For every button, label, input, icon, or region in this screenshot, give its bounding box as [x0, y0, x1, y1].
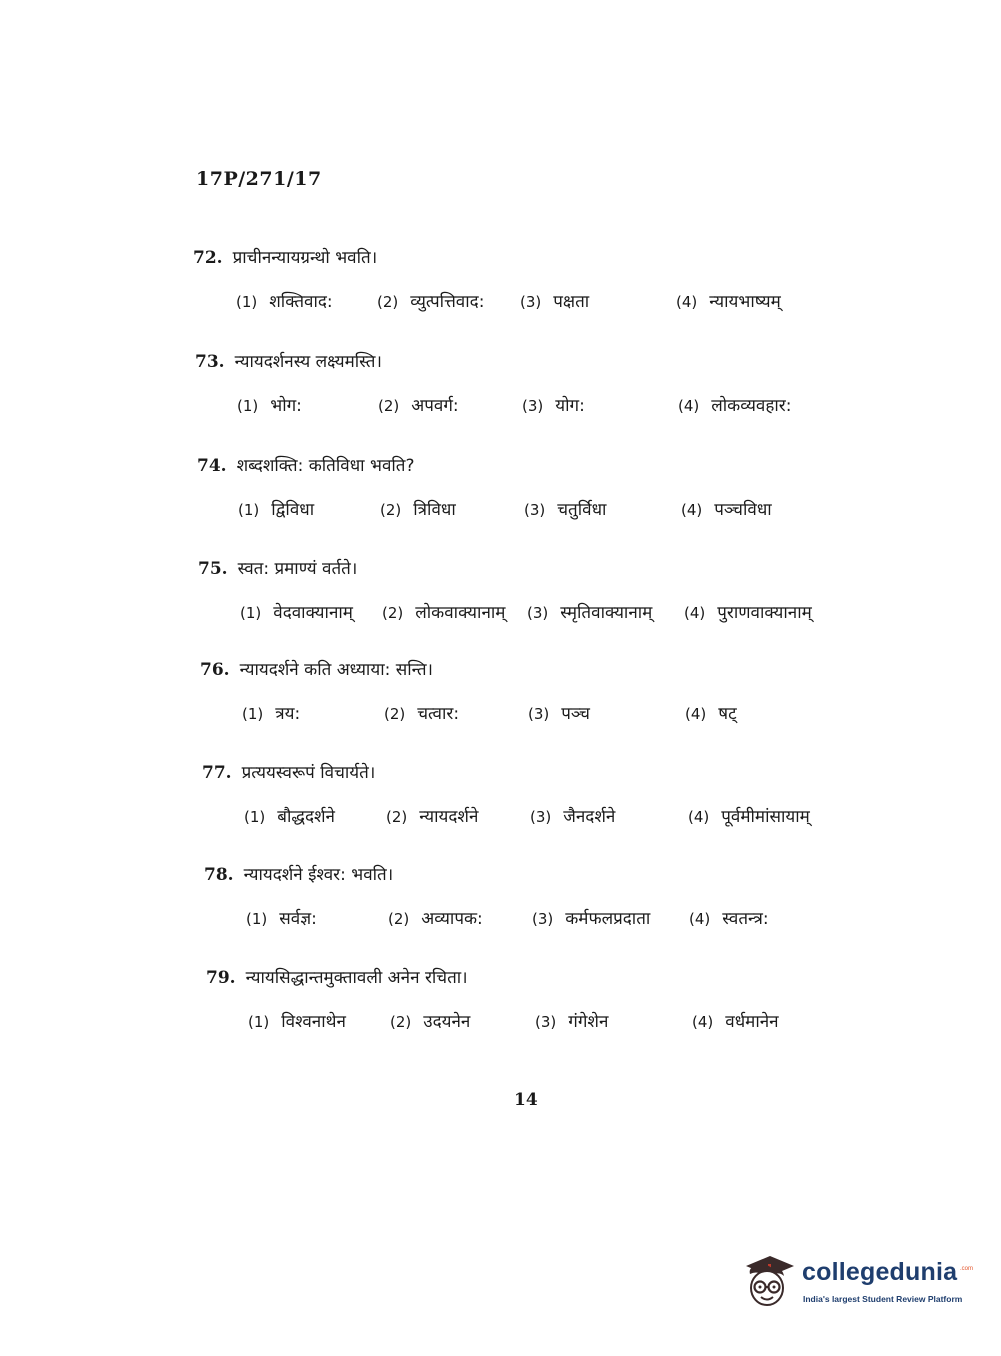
option-number: (2)	[377, 293, 399, 311]
option-text: अव्यापक:	[421, 909, 483, 929]
option-2	[377, 289, 484, 312]
option-text: चत्वार:	[417, 704, 460, 724]
option-3	[530, 804, 615, 827]
question-stem	[197, 453, 415, 476]
option-text: जैनदर्शने	[563, 807, 616, 827]
option-number: (2)	[378, 397, 400, 415]
option-2	[388, 906, 483, 929]
option-number: (4)	[692, 1013, 714, 1031]
question-78	[0, 862, 1001, 952]
option-number: (3)	[524, 501, 546, 519]
question-stem	[193, 245, 377, 268]
option-text: स्वतन्त्र:	[722, 909, 769, 929]
option-number: (2)	[386, 808, 408, 826]
option-number: (4)	[676, 293, 698, 311]
option-4	[681, 497, 772, 520]
question-stem	[200, 657, 433, 680]
question-72	[0, 245, 1001, 335]
mascot-icon	[740, 1252, 798, 1310]
option-3	[522, 393, 585, 416]
question-text: न्यायदर्शने कति अध्याया: सन्ति।	[239, 660, 433, 680]
option-text: त्रय:	[275, 704, 301, 724]
question-79	[0, 965, 1001, 1055]
option-number: (2)	[382, 604, 404, 622]
option-text: सर्वज्ञ:	[279, 909, 317, 929]
brand-tagline: India's largest Student Review Platform	[803, 1294, 963, 1304]
question-text: न्यायसिद्धान्तमुक्तावली अनेन रचिता।	[245, 968, 468, 988]
question-number: 78.	[204, 865, 234, 885]
option-1	[237, 393, 302, 416]
option-text: न्यायदर्शने	[419, 807, 479, 827]
option-text: योग:	[555, 396, 585, 416]
option-number: (4)	[678, 397, 700, 415]
collegedunia-logo	[740, 1250, 974, 1312]
option-number: (4)	[689, 910, 711, 928]
question-73	[0, 349, 1001, 439]
brand-name: collegedunia	[802, 1258, 958, 1286]
option-2	[382, 600, 505, 623]
option-number: (3)	[522, 397, 544, 415]
option-2	[390, 1009, 470, 1032]
question-76	[0, 657, 1001, 747]
option-4	[684, 600, 812, 623]
option-number: (3)	[532, 910, 554, 928]
question-number: 73.	[195, 352, 225, 372]
option-4	[688, 804, 810, 827]
option-text: न्यायभाष्यम्	[709, 292, 781, 312]
question-number: 75.	[198, 559, 228, 579]
question-stem	[195, 349, 382, 372]
option-number: (3)	[527, 604, 549, 622]
question-text: प्राचीनन्यायग्रन्थो भवति।	[232, 248, 378, 268]
option-number: (4)	[688, 808, 710, 826]
option-number: (3)	[528, 705, 550, 723]
option-4	[678, 393, 791, 416]
option-text: लोकव्यवहार:	[711, 396, 792, 416]
question-stem	[198, 556, 357, 579]
option-number: (1)	[238, 501, 260, 519]
option-text: बौद्धदर्शने	[277, 807, 335, 827]
option-3	[528, 701, 590, 724]
option-text: पुराणवाक्यानाम्	[717, 603, 812, 623]
option-text: षट्	[718, 704, 737, 724]
option-number: (1)	[237, 397, 259, 415]
option-1	[236, 289, 333, 312]
option-text: कर्मफलप्रदाता	[565, 909, 651, 929]
option-text: पूर्वमीमांसायाम्	[721, 807, 810, 827]
option-text: लोकवाक्यानाम्	[415, 603, 506, 623]
option-2	[384, 701, 459, 724]
page-number: 14	[514, 1090, 538, 1110]
option-1	[244, 804, 335, 827]
option-number: (3)	[520, 293, 542, 311]
question-text: प्रत्ययस्वरूपं विचार्यते।	[241, 763, 376, 783]
option-text: विश्वनाथेन	[281, 1012, 346, 1032]
option-1	[242, 701, 300, 724]
option-4	[689, 906, 769, 929]
option-text: पञ्च	[561, 704, 590, 724]
question-number: 76.	[200, 660, 230, 680]
option-4	[692, 1009, 779, 1032]
question-74	[0, 453, 1001, 543]
option-text: पक्षता	[553, 292, 590, 312]
option-1	[248, 1009, 346, 1032]
option-number: (3)	[530, 808, 552, 826]
option-number: (1)	[244, 808, 266, 826]
option-number: (1)	[236, 293, 258, 311]
option-number: (3)	[535, 1013, 557, 1031]
option-4	[685, 701, 737, 724]
option-number: (1)	[248, 1013, 270, 1031]
option-3	[524, 497, 606, 520]
option-2	[386, 804, 478, 827]
option-number: (1)	[246, 910, 268, 928]
option-number: (1)	[240, 604, 262, 622]
option-text: त्रिविधा	[413, 500, 456, 520]
brand-domain: .com	[960, 1266, 974, 1272]
option-text: द्विविधा	[271, 500, 315, 520]
option-number: (4)	[684, 604, 706, 622]
option-3	[532, 906, 650, 929]
question-number: 79.	[206, 968, 236, 988]
question-text: न्यायदर्शनस्य लक्ष्यमस्ति।	[234, 352, 382, 372]
option-1	[240, 600, 353, 623]
option-number: (4)	[681, 501, 703, 519]
option-number: (4)	[685, 705, 707, 723]
option-1	[238, 497, 314, 520]
option-1	[246, 906, 317, 929]
option-3	[520, 289, 589, 312]
option-3	[535, 1009, 608, 1032]
question-text: न्यायदर्शने ईश्वर: भवति।	[243, 865, 394, 885]
option-text: भोग:	[270, 396, 302, 416]
option-text: स्मृतिवाक्यानाम्	[560, 603, 653, 623]
option-number: (2)	[384, 705, 406, 723]
option-text: अपवर्ग:	[411, 396, 459, 416]
option-text: पञ्चविधा	[714, 500, 772, 520]
option-number: (2)	[388, 910, 410, 928]
option-text: वेदवाक्यानाम्	[273, 603, 353, 623]
option-number: (2)	[390, 1013, 412, 1031]
question-number: 72.	[193, 248, 223, 268]
option-text: वर्धमानेन	[725, 1012, 779, 1032]
option-4	[676, 289, 781, 312]
question-stem	[202, 760, 375, 783]
question-77	[0, 760, 1001, 850]
option-text: उदयनेन	[423, 1012, 471, 1032]
option-text: गंगेशेन	[568, 1012, 609, 1032]
question-stem	[204, 862, 393, 885]
option-2	[380, 497, 456, 520]
question-75	[0, 556, 1001, 646]
option-number: (2)	[380, 501, 402, 519]
option-text: चतुर्विधा	[557, 500, 607, 520]
option-number: (1)	[242, 705, 264, 723]
paper-code: 17P/271/17	[196, 168, 322, 190]
question-number: 74.	[197, 456, 227, 476]
option-3	[527, 600, 652, 623]
question-text: शब्दशक्ति: कतिविधा भवति?	[236, 456, 415, 476]
question-number: 77.	[202, 763, 232, 783]
option-text: शक्तिवाद:	[269, 292, 333, 312]
option-2	[378, 393, 459, 416]
question-text: स्वत: प्रमाण्यं वर्तते।	[237, 559, 358, 579]
option-text: व्युत्पत्तिवाद:	[410, 292, 485, 312]
question-stem	[206, 965, 468, 988]
